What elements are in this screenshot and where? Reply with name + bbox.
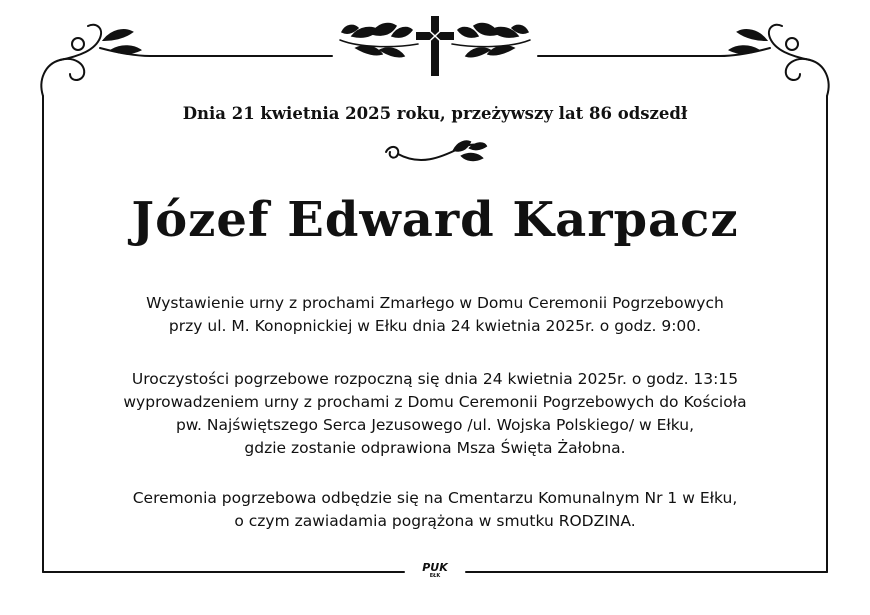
paragraph-line: pw. Najświętszego Serca Jezusowego /ul. Wojska Polskiego/ w Ełku, [175,416,695,434]
deceased-name: Józef Edward Karpacz [131,192,739,248]
cross-icon [416,16,454,76]
paragraph-line: Wystawienie urny z prochami Zmarłego w Domu Ceremonii Pogrzebowych [146,294,724,312]
puk-logo [412,562,458,579]
paragraph-line: przy ul. M. Konopnickiej w Ełku dnia 24 kwietnia 2025r. o godz. 9:00. [168,317,702,335]
flourish-icon [720,25,829,96]
paragraph-line: gdzie zostanie odprawiona Msza Święta Żałobna. [244,439,626,457]
paragraph-line: Uroczystości pogrzebowe rozpoczną się dnia 24 kwietnia 2025r. o godz. 13:15 [131,370,739,388]
laurel-branch-icon [340,24,418,57]
urn-viewing-paragraph [60,292,810,338]
paragraph-line: wyprowadzeniem urny z prochami z Domu Ceremonii Pogrzebowych do Kościoła [123,393,747,411]
paragraph-line: Ceremonia pogrzebowa odbędzie się na Cmentarzu Komunalnym Nr 1 w Ełku, [132,489,738,507]
leaf-divider-icon [386,141,486,160]
logo-main-text: PUK [422,561,448,574]
death-announcement-headline: Dnia 21 kwietnia 2025 roku, przeżywszy lat 86 odszedł [182,104,688,123]
burial-paragraph [60,487,810,533]
paragraph-line: o czym zawiadamia pogrążona w smutku RODZINA. [234,512,636,530]
laurel-branch-icon [452,24,530,57]
funeral-ceremony-paragraph [60,368,810,460]
flourish-icon [41,25,150,96]
logo-sub-text: EŁK [429,573,441,579]
